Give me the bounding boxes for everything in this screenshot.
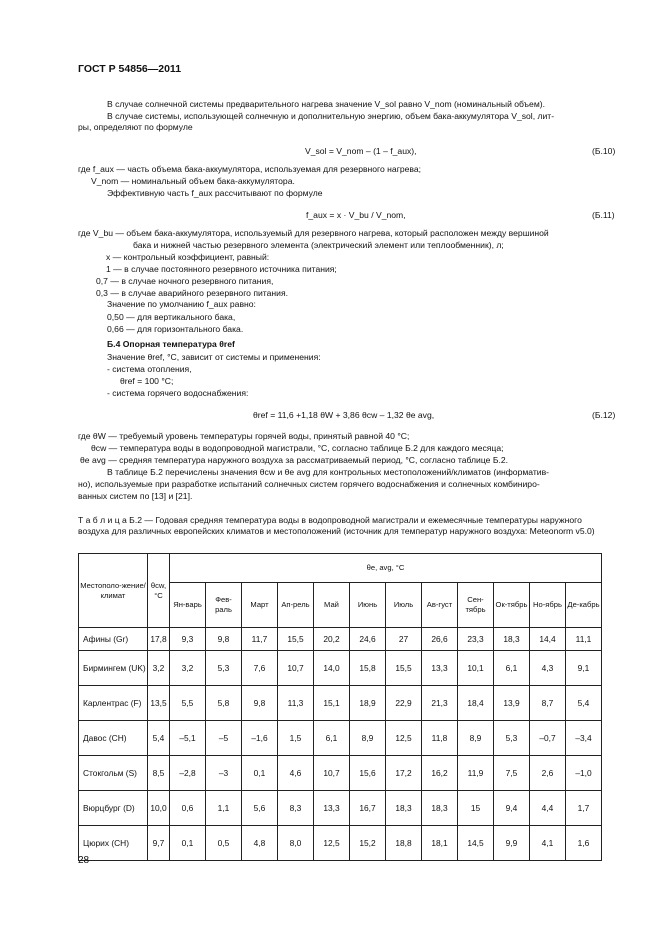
equation-b11: f_aux = x · V_bu / V_nom, [306, 210, 406, 220]
cell-month-value: 16,2 [422, 756, 458, 791]
cell-month-value: 13,3 [314, 791, 350, 826]
header-month: Ян-варь [170, 583, 206, 628]
cell-month-value: –1,6 [242, 721, 278, 756]
cell-month-value: 0,1 [170, 826, 206, 861]
cell-month-value: 17,2 [386, 756, 422, 791]
table-caption: Т а б л и ц а Б.2 — Годовая средняя температура воды в водопроводной магистрали и ежемесячные температуры наружного воздуха для различных европейских климатов и местоположений (источник для температур наружного воздуха: Meteonorm v5.0) [78, 515, 595, 537]
equation-b10: V_sol = V_nom – (1 – f_aux), [305, 146, 417, 156]
cell-month-value: 4,6 [278, 756, 314, 791]
cell-month-value: –3,4 [566, 721, 602, 756]
header-month: Июнь [350, 583, 386, 628]
header-month: Но-ябрь [530, 583, 566, 628]
header-month: Фев-раль [206, 583, 242, 628]
cell-location: Афины (Gr) [79, 628, 148, 651]
definition-3b: бака и нижней частью резервного элемента (электрический элемент или теплообменник), л; [133, 240, 504, 250]
cell-month-value: 3,2 [170, 651, 206, 686]
paragraph-5: 0,50 — для вертикального бака, [107, 312, 236, 322]
paragraph-9: θref = 100 °С; [120, 376, 174, 386]
header-month: Де-кабрь [566, 583, 602, 628]
equation-b12-number: (Б.12) [592, 410, 616, 420]
table-row [79, 628, 602, 651]
paragraph-2b: ры, определяют по формуле [78, 122, 193, 132]
cell-month-value: 5,3 [494, 721, 530, 756]
paragraph-8: - система отопления, [107, 364, 192, 374]
cell-month-value: 18,8 [386, 826, 422, 861]
cell-month-value: 9,8 [206, 628, 242, 651]
paragraph-11a: В таблице Б.2 перечислены значения θcw и θe avg для контрольных местоположений/климатов (информатив- [107, 467, 550, 477]
cell-month-value: 11,8 [422, 721, 458, 756]
document-header: ГОСТ Р 54856—2011 [78, 63, 182, 75]
definition-4: x — контрольный коэффициент, равный: [106, 252, 270, 262]
cell-cw: 13,5 [148, 686, 170, 721]
definition-8: где θW — требуемый уровень температуры горячей воды, принятый равной 40 °С; [78, 431, 410, 441]
cell-month-value: 18,1 [422, 826, 458, 861]
cell-month-value: 1,5 [278, 721, 314, 756]
cell-month-value: 10,7 [314, 756, 350, 791]
paragraph-7: Значение θref, °С, зависит от системы и применения: [107, 352, 321, 362]
cell-month-value: 9,1 [566, 651, 602, 686]
cell-month-value: 20,2 [314, 628, 350, 651]
cell-month-value: 22,9 [386, 686, 422, 721]
cell-month-value: –0,7 [530, 721, 566, 756]
cell-month-value: 8,9 [350, 721, 386, 756]
cell-month-value: 12,5 [386, 721, 422, 756]
cell-month-value: 23,3 [458, 628, 494, 651]
table-row [79, 686, 602, 721]
definition-3a: где V_bu — объем бака-аккумулятора, используемый для резервного нагрева, который расположен между вершиной [78, 228, 549, 238]
cell-month-value: 0,6 [170, 791, 206, 826]
cell-cw: 9,7 [148, 826, 170, 861]
cell-month-value: 24,6 [350, 628, 386, 651]
page-number: 28 [78, 855, 90, 866]
cell-month-value: 5,4 [566, 686, 602, 721]
cell-location: Давос (CH) [79, 721, 148, 756]
paragraph-3: Эффективную часть f_aux рассчитывают по формуле [107, 188, 323, 198]
cell-month-value: 15,8 [350, 651, 386, 686]
cell-month-value: 11,9 [458, 756, 494, 791]
table-row [79, 721, 602, 756]
cell-month-value: 4,3 [530, 651, 566, 686]
cell-month-value: 0,1 [242, 756, 278, 791]
cell-month-value: 9,9 [494, 826, 530, 861]
equation-b10-number: (Б.10) [592, 146, 616, 156]
cell-month-value: 13,9 [494, 686, 530, 721]
cell-month-value: 18,3 [422, 791, 458, 826]
definition-7: 0,3 — в случае аварийного резервного питания. [96, 288, 288, 298]
cell-month-value: 12,5 [314, 826, 350, 861]
equation-b12: θref = 11,6 +1,18 θW + 3,86 θcw – 1,32 θe avg, [253, 410, 435, 420]
cell-location: Стокгольм (S) [79, 756, 148, 791]
cell-month-value: 4,1 [530, 826, 566, 861]
cell-month-value: 13,3 [422, 651, 458, 686]
cell-month-value: 9,8 [242, 686, 278, 721]
paragraph-11c: ванных систем по [13] и [21]. [78, 491, 193, 501]
header-month: Июль [386, 583, 422, 628]
cell-month-value: 1,7 [566, 791, 602, 826]
cell-location: Цюрих (CH) [79, 826, 148, 861]
cell-month-value: –5 [206, 721, 242, 756]
cell-month-value: 5,5 [170, 686, 206, 721]
cell-month-value: 2,6 [530, 756, 566, 791]
temperature-table [78, 553, 602, 861]
cell-month-value: –5,1 [170, 721, 206, 756]
header-month: Ав-густ [422, 583, 458, 628]
header-e-avg: θe, avg, °С [170, 554, 602, 583]
section-heading: Б.4 Опорная температура θref [107, 339, 235, 349]
cell-month-value: 8,7 [530, 686, 566, 721]
cell-month-value: 21,3 [422, 686, 458, 721]
cell-month-value: 7,6 [242, 651, 278, 686]
cell-month-value: 6,1 [314, 721, 350, 756]
cell-month-value: 8,9 [458, 721, 494, 756]
header-cw: θcw, °С [148, 554, 170, 628]
definition-1: где f_aux — часть объема бака-аккумулятора, используемая для резервного нагрева; [78, 164, 422, 174]
paragraph-6: 0,66 — для горизонтального бака. [107, 324, 244, 334]
cell-month-value: 4,4 [530, 791, 566, 826]
table-row [79, 651, 602, 686]
cell-month-value: 10,7 [278, 651, 314, 686]
cell-month-value: –1,0 [566, 756, 602, 791]
header-location: Местополо-жение/климат [79, 554, 148, 628]
cell-month-value: –3 [206, 756, 242, 791]
header-month: Сен-тябрь [458, 583, 494, 628]
definition-9: θcw — температура воды в водопроводной магистрали, °С, согласно таблице Б.2 для каждого месяца; [91, 443, 504, 453]
paragraph-4: Значение по умолчанию f_aux равно: [107, 299, 256, 309]
cell-month-value: 15,1 [314, 686, 350, 721]
cell-month-value: 18,9 [350, 686, 386, 721]
cell-month-value: 8,3 [278, 791, 314, 826]
cell-month-value: 15,5 [386, 651, 422, 686]
cell-location: Карлентрас (F) [79, 686, 148, 721]
cell-month-value: 14,0 [314, 651, 350, 686]
cell-month-value: 15,6 [350, 756, 386, 791]
cell-location: Вюрцбург (D) [79, 791, 148, 826]
cell-month-value: 9,4 [494, 791, 530, 826]
paragraph-2a: В случае системы, использующей солнечную и дополнительную энергию, объем бака-аккумулятора V_sol, лит- [107, 111, 555, 121]
cell-month-value: 6,1 [494, 651, 530, 686]
cell-month-value: 15 [458, 791, 494, 826]
cell-month-value: 15,2 [350, 826, 386, 861]
table-row [79, 791, 602, 826]
cell-month-value: 16,7 [350, 791, 386, 826]
cell-month-value: 15,5 [278, 628, 314, 651]
equation-b11-number: (Б.11) [592, 210, 615, 220]
cell-month-value: 5,8 [206, 686, 242, 721]
cell-month-value: –2,8 [170, 756, 206, 791]
cell-cw: 3,2 [148, 651, 170, 686]
definition-2: V_nom — номинальный объем бака-аккумулятора. [91, 176, 295, 186]
cell-month-value: 27 [386, 628, 422, 651]
cell-month-value: 0,5 [206, 826, 242, 861]
table-row [79, 756, 602, 791]
cell-cw: 17,8 [148, 628, 170, 651]
cell-month-value: 4,8 [242, 826, 278, 861]
cell-month-value: 18,3 [386, 791, 422, 826]
definition-10: θe avg — средняя температура наружного воздуха за рассматриваемый период, °С, согласно таблице Б.2. [80, 455, 509, 465]
header-month: Ап-рель [278, 583, 314, 628]
cell-location: Бирмингем (UK) [79, 651, 148, 686]
cell-month-value: 14,5 [458, 826, 494, 861]
header-month: Март [242, 583, 278, 628]
cell-month-value: 10,1 [458, 651, 494, 686]
cell-month-value: 5,3 [206, 651, 242, 686]
cell-month-value: 5,6 [242, 791, 278, 826]
cell-month-value: 18,3 [494, 628, 530, 651]
header-month: Май [314, 583, 350, 628]
definition-6: 0,7 — в случае ночного резервного питания, [96, 276, 274, 286]
cell-month-value: 7,5 [494, 756, 530, 791]
cell-month-value: 18,4 [458, 686, 494, 721]
cell-month-value: 1,1 [206, 791, 242, 826]
cell-month-value: 8,0 [278, 826, 314, 861]
header-month: Ок-тябрь [494, 583, 530, 628]
cell-month-value: 11,7 [242, 628, 278, 651]
paragraph-11b: но), используемые при разработке испытаний солнечных систем горячего водоснабжения и солнечных комбиниро- [78, 479, 540, 489]
paragraph-10: - система горячего водоснабжения: [107, 388, 249, 398]
cell-cw: 5,4 [148, 721, 170, 756]
definition-5: 1 — в случае постоянного резервного источника питания; [106, 264, 337, 274]
cell-month-value: 1,6 [566, 826, 602, 861]
cell-cw: 8,5 [148, 756, 170, 791]
cell-month-value: 14,4 [530, 628, 566, 651]
cell-month-value: 26,6 [422, 628, 458, 651]
cell-cw: 10,0 [148, 791, 170, 826]
cell-month-value: 11,1 [566, 628, 602, 651]
paragraph-1: В случае солнечной системы предварительного нагрева значение V_sol равно V_nom (номинальный объем). [107, 99, 545, 109]
table-row [79, 826, 602, 861]
cell-month-value: 9,3 [170, 628, 206, 651]
cell-month-value: 11,3 [278, 686, 314, 721]
